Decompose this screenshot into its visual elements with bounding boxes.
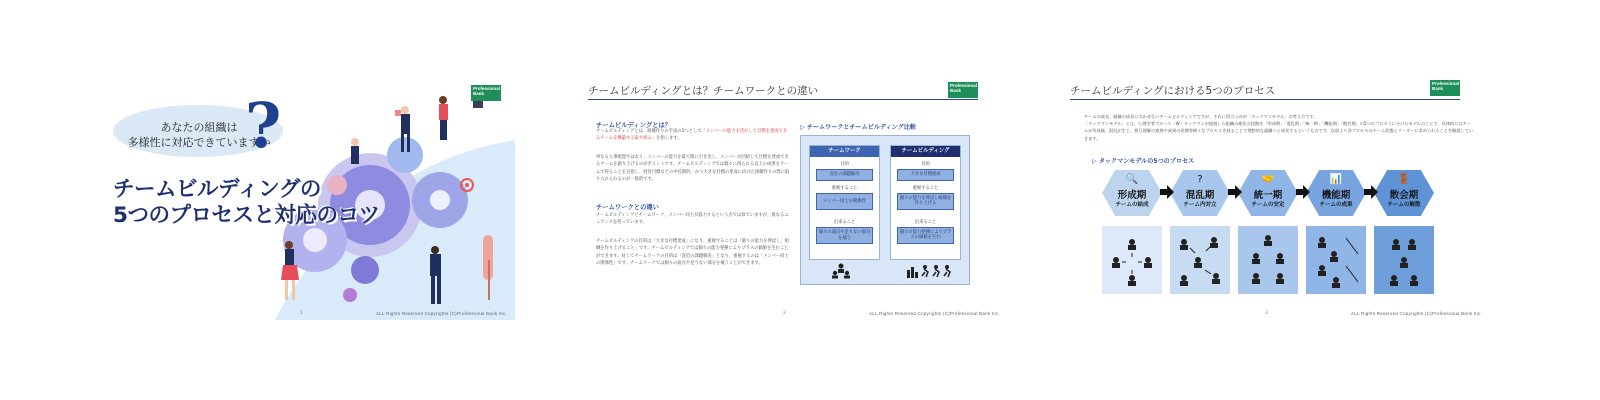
company-logo: Professional Bank — [1430, 80, 1460, 96]
section-paragraph — [596, 128, 791, 143]
row-value: 個々の弱点や足りない部分を補う — [816, 227, 873, 244]
phase-desc: チームの安定 — [1251, 202, 1285, 208]
intro-paragraph — [1084, 113, 1474, 142]
row-value: 直近の課題解決 — [816, 169, 873, 181]
row-label: 重視すること — [912, 185, 939, 191]
paragraph-text: チームビルディングとは、組織作りの手法の1つとして — [596, 129, 702, 134]
copyright-footer: ALL Rights Reserved Copyrights (C)Professional Bank Inc. — [868, 311, 1000, 316]
slide-five-processes[interactable] — [1070, 80, 1490, 320]
slide-title: チームビルディングとは？チームワークとの違い — [588, 85, 819, 97]
cover-title — [113, 177, 379, 229]
page-number: 2 — [783, 311, 786, 316]
running-team-icon — [906, 264, 954, 278]
phase-norming — [1238, 170, 1298, 216]
grouped-people-icon — [1374, 226, 1434, 294]
adjourning-people-box — [1374, 226, 1434, 294]
column-header: チームビルディング — [891, 146, 960, 157]
arrow-right-icon — [1296, 185, 1310, 199]
copyright-footer: ALL Rights Reserved Copyrights (C)Professional Bank Inc. — [1350, 311, 1482, 316]
phase-performing — [1306, 170, 1366, 216]
row-value: 個々の能力を伸ばし組織を作り上げる — [897, 193, 954, 210]
arrow-right-icon — [1228, 185, 1242, 199]
section-heading: チームワークとの違い — [596, 204, 659, 211]
performing-people-icon — [1306, 226, 1366, 294]
phase-desc: チームの成果 — [1319, 202, 1353, 208]
phase-name: 形成期 — [1117, 190, 1147, 201]
bubble-line-2: 多様性に対応できていますか — [127, 136, 271, 149]
question-mark-icon: ? — [245, 89, 282, 162]
group-people-icon — [831, 263, 851, 279]
comparison-table — [800, 135, 970, 285]
cover-title-line-2: 5つのプロセスと対応のコツ — [113, 203, 380, 228]
copyright-footer: ALL Rights Reserved Copyrights (C)Professional Bank Inc. — [375, 311, 507, 316]
conflict-people-icon — [1170, 226, 1230, 294]
page-number: 1 — [300, 311, 303, 316]
company-logo: Professional Bank — [948, 82, 978, 98]
phase-name: 散会期 — [1389, 190, 1419, 201]
norming-people-box — [1238, 226, 1298, 294]
aligned-people-icon — [1238, 226, 1298, 294]
slide-teambuilding-vs-teamwork[interactable] — [588, 80, 1008, 320]
page-number: 3 — [1265, 311, 1268, 316]
section-paragraph: チームビルディングの目的は「大きな目標達成」になり、重視することは「個々の能力を伸ばし、組織を作り上げること」です。チームビルディングでは個々の能力発揮によりプラスの価値を生むことができます。対してチームワークの目的は「直近の課題解決」となり、重視するのは「メンバー同士の関係性」です。チームワークでは個々の弱点や足りない部分を補うことができます。 — [596, 239, 789, 267]
arrow-right-icon — [1364, 185, 1378, 199]
performing-people-box — [1306, 226, 1366, 294]
section-paragraph: チームビルディングとチームワーク、メンバー同士が協力するという点では似ていますが、異なるニュアンスを持っています。 — [596, 213, 789, 226]
phase-desc: チームの結成 — [1115, 202, 1149, 208]
row-label: 出来ること — [833, 220, 856, 225]
phase-adjourning — [1374, 170, 1434, 216]
teamwork-column — [809, 145, 880, 260]
company-logo: Professional Bank — [471, 85, 501, 101]
forming-people-box — [1102, 226, 1162, 294]
column-header: チームワーク — [810, 146, 879, 157]
intro-line: 「タックマンモデル」とは、心理学者ブルース・W・タックマンが提唱した組織の進化の段階を「形成期」「混乱期」「統一期」「機能期」「散会期」の5つのプロセスに分けたモデルのことで、具体的にはチームが形成後、混乱が生じ、相互理解の進展や成果の発揮等様々なプロセスを経ることで理想的な組織へと成長するというものです。次項より各プロセスのチーム状態とリーダーに求められることを解説していきます。 — [1084, 121, 1474, 141]
paragraph-text: を指します。 — [656, 136, 682, 142]
tuckman-title: ▷ タックマンモデルの5つのプロセス — [1092, 158, 1195, 165]
teambuilding-column — [890, 145, 961, 260]
row-label: 目的 — [840, 162, 849, 167]
slide-title: チームビルディングにおける5つのプロセス — [1070, 85, 1276, 97]
chart-icon: 📊 — [1329, 174, 1343, 185]
comparison-title: ▷ チームワークとチームビルディング比較 — [800, 124, 916, 131]
row-value: 個々の能力発揮によりプラスの価値を生む — [897, 227, 954, 244]
phase-forming — [1102, 170, 1162, 216]
handshake-icon: 🤝 — [1261, 174, 1275, 185]
phase-name: 機能期 — [1321, 190, 1351, 201]
tuckman-title-text: タックマンモデルの5つのプロセス — [1098, 158, 1195, 165]
row-value: 大きな目標達成 — [897, 169, 954, 181]
section-heading: チームビルディングとは？ — [596, 122, 672, 129]
cover-title-line-1: チームビルディングの — [113, 177, 321, 202]
phase-name: 混乱期 — [1185, 190, 1215, 201]
title-rule — [1070, 99, 1460, 100]
magnifier-icon: 🔍 — [1125, 174, 1139, 185]
phase-desc: チーム内対立 — [1183, 202, 1217, 208]
question-icon: ? — [1197, 174, 1203, 185]
intro-line: チームの成長、組織の成長に欠かせないチームビルディングですが、それに役立つのが「タックマンモデル」の考え方です。 — [1084, 114, 1318, 119]
exit-door-icon: 🚪 — [1397, 174, 1411, 185]
row-value: メンバー同士の関係性 — [816, 193, 873, 211]
row-label: 出来ること — [914, 219, 937, 225]
section-paragraph: 単なる人事配置ではなく、メンバーの能力を最大限に引き出し、メンバーが団結して目標を達成できるチームを創り上げるのがポイントです。チームビルディングでは個々に得られる以上の成果をチームで得ることを目指し、経営目標などの中長期的、かつ大きな目標の達成に向けた組織作りの際に取り入れられるのが一般的です。 — [596, 155, 790, 183]
comparison-title-text: チームワークとチームビルディング比較 — [806, 124, 916, 131]
bubble-line-1: あなたの組織は — [160, 121, 238, 134]
title-rule — [588, 99, 978, 100]
row-label: 目的 — [921, 162, 930, 167]
slide-cover[interactable] — [95, 80, 515, 320]
scattered-people-icon — [1102, 226, 1162, 294]
row-label: 重視すること — [831, 185, 858, 191]
highlighted-definition: 「メンバーの能力を活かして目標を達成できるチームを構築する取り組み」 — [596, 129, 788, 142]
phase-storming — [1170, 170, 1230, 216]
arrow-right-icon — [1160, 185, 1174, 199]
phase-desc: チームの解散 — [1387, 202, 1421, 208]
storming-people-box — [1170, 226, 1230, 294]
phase-name: 統一期 — [1253, 190, 1283, 201]
